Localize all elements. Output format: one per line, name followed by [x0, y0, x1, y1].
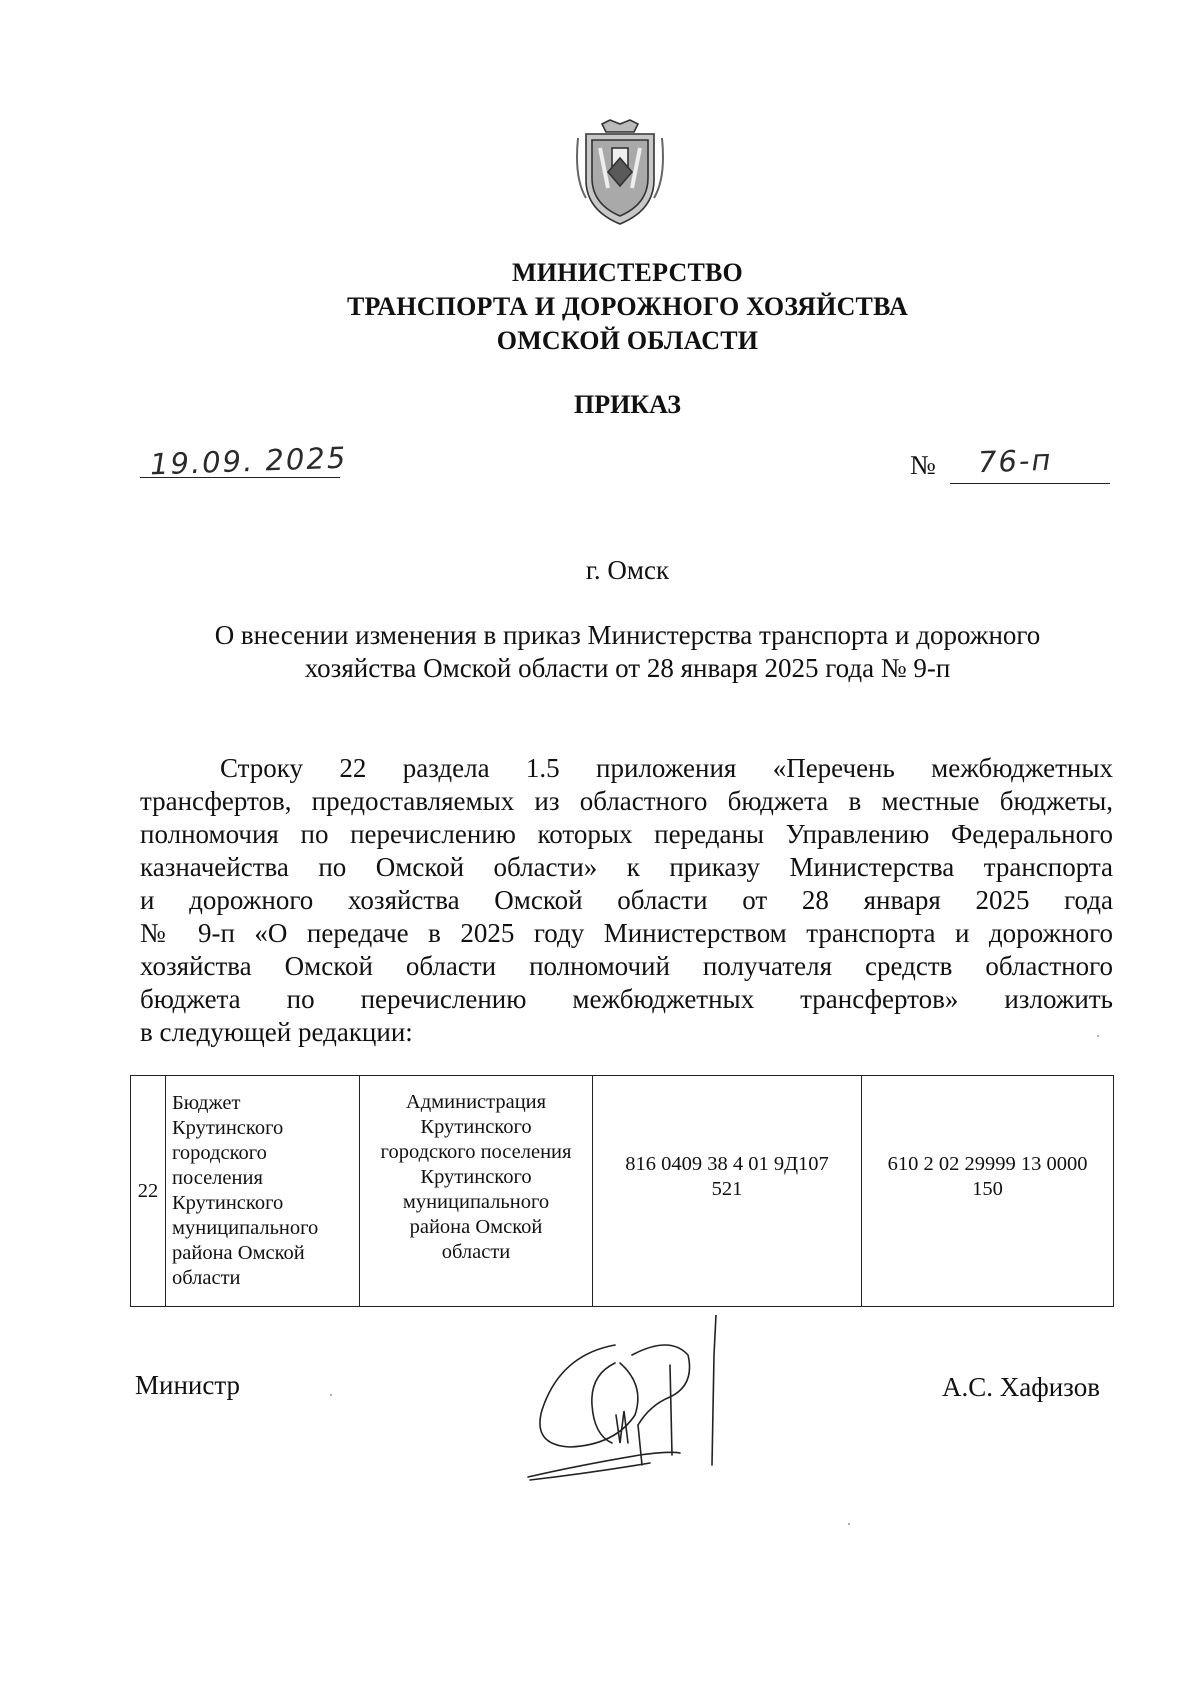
budget-line: области [172, 1267, 241, 1289]
budget-line: муниципального [172, 1217, 319, 1239]
body-line-6: № 9-п «О передаче в 2025 году Министерством транспорта и дорожного [140, 918, 1113, 948]
expense-code-line: 816 0409 38 4 01 9Д107 [625, 1153, 829, 1175]
body-line-1: Строку 22 раздела 1.5 приложения «Перечень межбюджетных [220, 753, 1113, 783]
cell-row-number [131, 1076, 166, 1307]
coat-of-arms-emblem [572, 118, 668, 228]
ministry-name-line-3: ОМСКОЙ ОБЛАСТИ [496, 326, 759, 355]
cell-expense-code [593, 1076, 862, 1307]
body-line-5: и дорожного хозяйства Омской области от 28 января 2025 года [140, 885, 1113, 915]
city-name: г. Омск [585, 555, 670, 585]
administrator-line: района Омской [409, 1215, 543, 1238]
cell-income-code [862, 1076, 1114, 1307]
row-number: 22 [137, 1179, 159, 1202]
signer-name: А.С. Хафизов [942, 1372, 1100, 1402]
administrator-line: Крутинского [420, 1115, 532, 1138]
administrator-line: Крутинского [420, 1165, 532, 1188]
administrator-line: Администрация [405, 1090, 547, 1113]
number-underline [950, 483, 1110, 484]
subject-line-1: О внесении изменения в приказ Министерства транспорта и дорожного [214, 620, 1041, 650]
document-type-title: ПРИКАЗ [573, 390, 682, 419]
handwritten-signature [520, 1315, 750, 1485]
scan-speck [1097, 1035, 1099, 1037]
budget-text [172, 1091, 354, 1291]
body-line-7: хозяйства Омской области полномочий получателя средств областного [140, 951, 1113, 981]
income-code-line: 610 2 02 29999 13 0000 [887, 1153, 1088, 1175]
administrator-line: области [441, 1240, 511, 1263]
body-line-3: полномочия по перечислению которых переданы Управлению Федерального [140, 819, 1113, 849]
income-code-line: 150 [972, 1178, 1003, 1200]
budget-line: района Омской [172, 1242, 305, 1264]
administrator-line: муниципального [402, 1190, 550, 1213]
budget-line: Бюджет [172, 1092, 241, 1114]
income-code-text [867, 1152, 1108, 1202]
ministry-name-line-2: ТРАНСПОРТА И ДОРОЖНОГО ХОЗЯЙСТВА [347, 292, 908, 321]
subject-line-2: хозяйства Омской области от 28 января 2025 года № 9-п [304, 653, 951, 683]
date-underline [140, 477, 340, 478]
expense-code-line: 521 [711, 1178, 743, 1200]
administrator-line: городского поселения [380, 1140, 572, 1163]
budget-line: поселения [172, 1167, 263, 1189]
body-line-9: в следующей редакции: [140, 1017, 413, 1047]
body-line-8: бюджета по перечислению межбюджетных трансфертов» изложить [140, 984, 1113, 1014]
ministry-name-line-1: МИНИСТЕРСТВО [512, 258, 743, 287]
budget-line: Крутинского [172, 1117, 284, 1139]
administrator-text [365, 1090, 587, 1265]
amendment-table [130, 1075, 1114, 1307]
scan-speck [848, 1523, 850, 1525]
body-line-4: казначейства по Омской области» к приказу Министерства транспорта [140, 852, 1113, 882]
budget-line: Крутинского [172, 1192, 284, 1214]
order-date-handwritten: 19.09. 2025 [149, 440, 348, 482]
number-sign: № [910, 450, 936, 480]
expense-code-text [598, 1152, 856, 1202]
scan-speck [330, 1394, 332, 1396]
order-number-handwritten: 76-п [977, 442, 1053, 480]
cell-administrator [360, 1076, 593, 1307]
signer-title: Министр [135, 1370, 240, 1400]
body-line-2: трансфертов, предоставляемых из областного бюджета в местные бюджеты, [140, 786, 1113, 816]
table-row [131, 1076, 1114, 1307]
budget-line: городского [172, 1142, 267, 1164]
cell-budget [166, 1076, 360, 1307]
